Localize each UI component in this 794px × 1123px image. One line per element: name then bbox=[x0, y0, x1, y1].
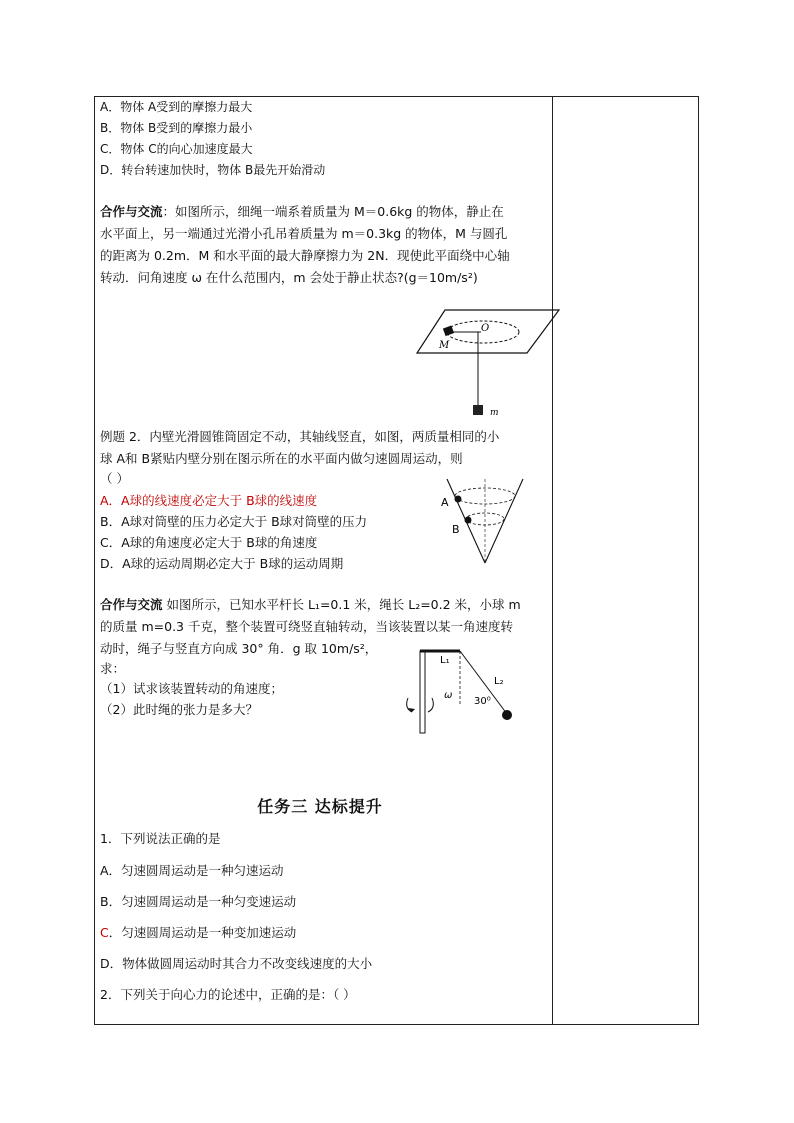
coop1-line4: 转动．问角速度 ω 在什么范围内，m 会处于静止状态?(g＝10m/s²) bbox=[100, 270, 478, 285]
q1-option-b: B．物体 B受到的摩擦力最小 bbox=[100, 121, 253, 135]
label-m: m bbox=[490, 408, 499, 418]
ex2-option-d: D．A球的运动周期必定大于 B球的运动周期 bbox=[100, 556, 344, 571]
label-omega: ω bbox=[444, 690, 453, 701]
coop2-line1: 合作与交流 如图所示，已知水平杆长 L₁=0.1 米，绳长 L₂=0.2 米，小球 m bbox=[100, 597, 521, 612]
coop1-line3: 的距离为 0.2m．M 和水平面的最大静摩擦力为 2N．现使此平面绕中心轴 bbox=[100, 248, 510, 263]
ex2-option-c: C．A球的角速度必定大于 B球的角速度 bbox=[100, 535, 318, 550]
task3-option-a: A．匀速圆周运动是一种匀速运动 bbox=[100, 863, 284, 878]
task3-option-d: D．物体做圆周运动时其合力不改变线速度的大小 bbox=[100, 956, 373, 971]
label-A: A bbox=[441, 496, 449, 509]
coop2-q1: （1）试求该装置转动的角速度； bbox=[100, 681, 283, 696]
coop1-line2: 水平面上，另一端通过光滑小孔吊着质量为 m＝0.3kg 的物体，M 与圆孔 bbox=[100, 226, 508, 241]
ex2-paren: （ ） bbox=[100, 471, 129, 486]
ex2-line1: 例题 2．内壁光滑圆锥筒固定不动，其轴线竖直，如图，两质量相同的小 bbox=[100, 429, 500, 444]
q1-option-a: A．物体 A受到的摩擦力最大 bbox=[100, 100, 253, 114]
figure-turntable bbox=[415, 305, 560, 420]
ex2-option-b: B．A球对筒壁的压力必定大于 B球对筒壁的压力 bbox=[100, 514, 368, 529]
label-O: O bbox=[481, 323, 490, 334]
coop2-q2: （2）此时绳的张力是多大？ bbox=[100, 702, 258, 717]
q1-option-d: D．转台转速加快时，物体 B最先开始滑动 bbox=[100, 163, 326, 177]
task3-option-c-text: ．匀速圆周运动是一种变加速运动 bbox=[108, 925, 297, 940]
q1-option-c: C．物体 C的向心加速度最大 bbox=[100, 142, 253, 156]
task3-option-c bbox=[100, 924, 296, 942]
figure-rod-pendulum bbox=[400, 646, 520, 736]
ex2-option-a: A．A球的线速度必定大于 B球的线速度 bbox=[100, 493, 318, 508]
label-B: B bbox=[452, 523, 460, 536]
coop2-line4: 求： bbox=[100, 661, 126, 676]
coop2-line2: 的质量 m=0.3 千克，整个装置可绕竖直轴转动，当该装置以某一角速度转 bbox=[100, 619, 513, 634]
task3-q2: 2．下列关于向心力的论述中，正确的是：（ ） bbox=[100, 987, 356, 1002]
column-divider bbox=[552, 96, 553, 1025]
coop2-line3: 动时，绳子与竖直方向成 30° 角．g 取 10m/s²， bbox=[100, 641, 378, 656]
label-M: M bbox=[439, 340, 450, 351]
figure-cone bbox=[435, 475, 530, 567]
task3-q1: 1．下列说法正确的是 bbox=[100, 831, 221, 846]
task3-option-c-letter: C bbox=[100, 925, 109, 940]
coop2-label: 合作与交流 bbox=[100, 597, 163, 612]
label-L1: L₁ bbox=[440, 655, 450, 666]
label-angle: 30⁰ bbox=[474, 696, 491, 707]
ex2-line2: 球 A和 B紧贴内壁分别在图示所在的水平面内做匀速圆周运动，则 bbox=[100, 451, 463, 466]
coop1-label: 合作与交流 bbox=[100, 204, 163, 219]
coop1-line1: 合作与交流：如图所示，细绳一端系着质量为 M＝0.6kg 的物体，静止在 bbox=[100, 204, 504, 219]
label-L2: L₂ bbox=[494, 676, 504, 687]
task3-title: 任务三 达标提升 bbox=[257, 797, 383, 816]
task3-option-b: B．匀速圆周运动是一种匀变速运动 bbox=[100, 894, 297, 909]
